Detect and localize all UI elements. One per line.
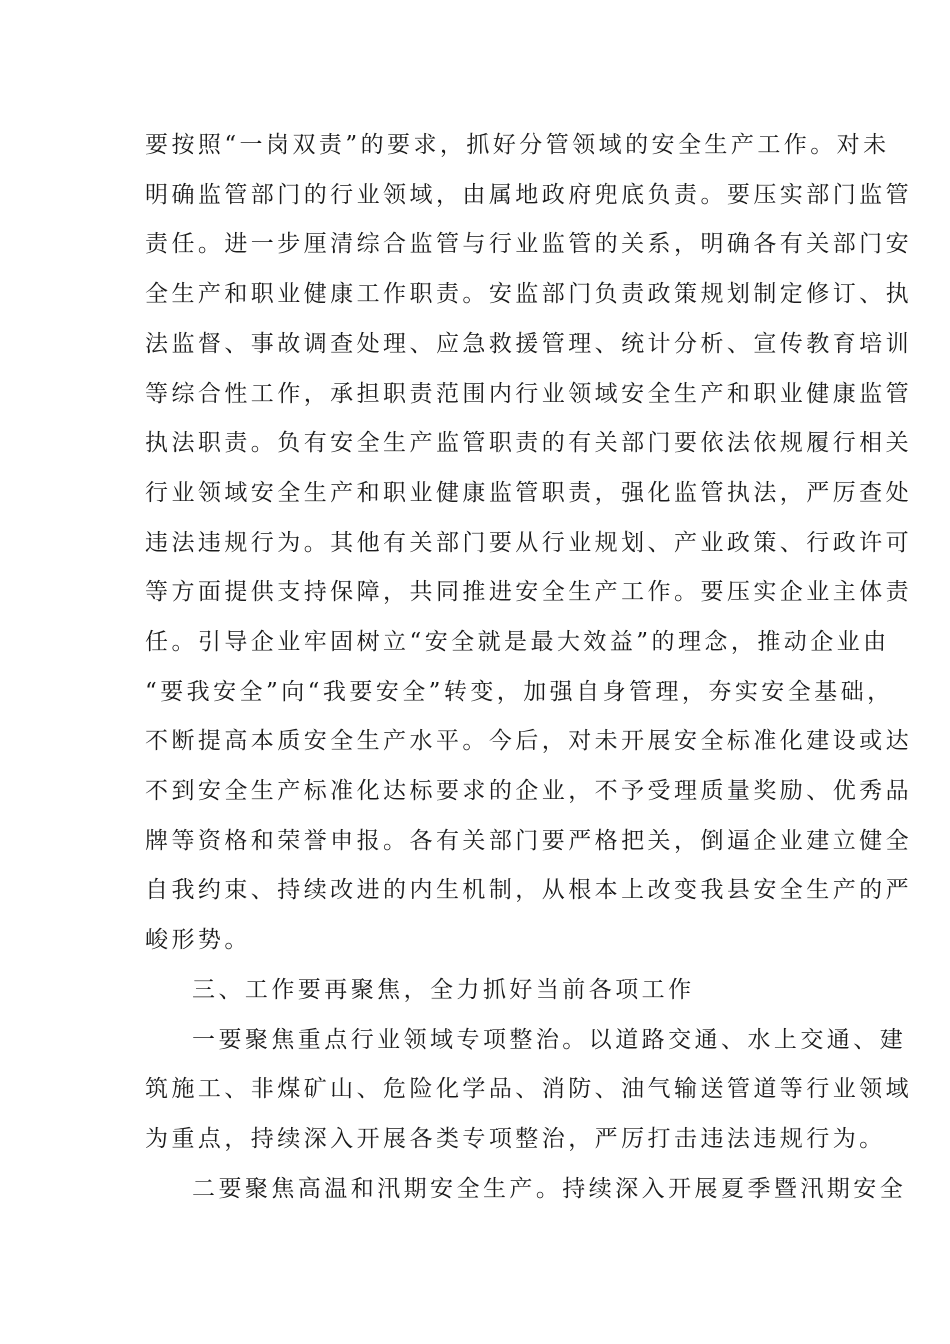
text-line: 法监督、事故调查处理、应急救援管理、统计分析、宣传教育培训 [145, 331, 913, 357]
text-line: 二要聚焦高温和汛期安全生产。持续深入开展夏季暨汛期安全 [192, 1176, 907, 1202]
text-line: 自我约束、持续改进的内生机制，从根本上改变我县安全生产的严 [145, 877, 913, 903]
text-line: 牌等资格和荣誉申报。各有关部门要严格把关，倒逼企业建立健全 [145, 828, 913, 854]
text-line: 等方面提供支持保障，共同推进安全生产工作。要压实企业主体责 [145, 579, 913, 605]
text-line: 全生产和职业健康工作职责。安监部门负责政策规划制定修订、执 [145, 281, 913, 307]
section-heading: 三、工作要再聚焦，全力抓好当前各项工作 [192, 977, 695, 1003]
text-line: 任。引导企业牢固树立“安全就是最大效益”的理念，推动企业由 [145, 629, 890, 655]
text-line: 筑施工、非煤矿山、危险化学品、消防、油气输送管道等行业领域 [145, 1076, 913, 1102]
text-line: 明确监管部门的行业领域，由属地政府兜底负责。要压实部门监管 [145, 182, 913, 208]
text-line: 峻形势。 [145, 927, 251, 953]
text-line: 等综合性工作，承担职责范围内行业领域安全生产和职业健康监管 [145, 381, 913, 407]
text-line: 责任。进一步厘清综合监管与行业监管的关系，明确各有关部门安 [145, 231, 913, 257]
text-line: 行业领域安全生产和职业健康监管职责，强化监管执法，严厉查处 [145, 480, 913, 506]
text-line: 不到安全生产标准化达标要求的企业，不予受理质量奖励、优秀品 [145, 778, 913, 804]
text-line: 一要聚焦重点行业领域专项整治。以道路交通、水上交通、建 [192, 1027, 907, 1053]
text-line: 执法职责。负有安全生产监管职责的有关部门要依法依规履行相关 [145, 430, 913, 456]
text-line: “要我安全”向“我要安全”转变，加强自身管理，夯实安全基础， [145, 679, 894, 705]
text-line: 要按照“一岗双责”的要求，抓好分管领域的安全生产工作。对未 [145, 132, 890, 158]
text-line: 为重点，持续深入开展各类专项整治，严厉打击违法违规行为。 [145, 1126, 886, 1152]
text-line: 违法违规行为。其他有关部门要从行业规划、产业政策、行政许可 [145, 530, 913, 556]
text-line: 不断提高本质安全生产水平。今后，对未开展安全标准化建设或达 [145, 728, 913, 754]
